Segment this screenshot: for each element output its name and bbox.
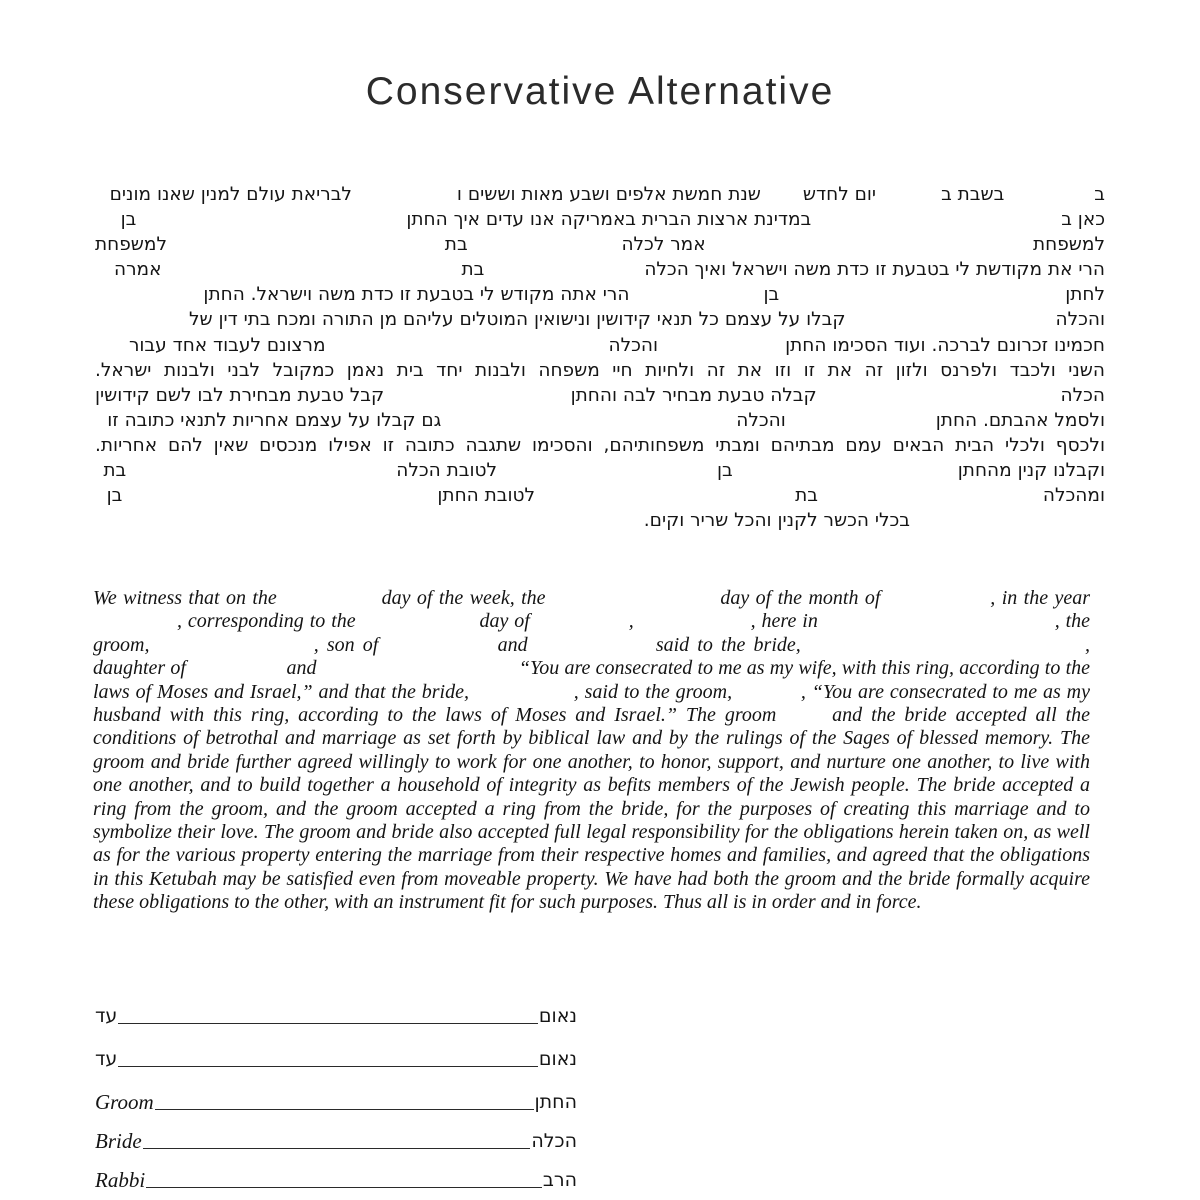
signature-line	[155, 1109, 534, 1110]
hebrew-text-segment: לטובת הכלה	[396, 460, 498, 482]
fill-in-blank	[484, 274, 644, 275]
hebrew-line	[95, 207, 1105, 232]
fill-in-blank	[93, 625, 171, 627]
fill-in-blank	[809, 649, 1077, 651]
signature-line	[118, 1023, 538, 1024]
hebrew-text-segment: בן	[106, 485, 123, 507]
hebrew-line	[95, 383, 1105, 408]
hebrew-text-segment: ולסמל אהבתם. החתן	[935, 409, 1105, 431]
hebrew-text-segment: בת	[444, 234, 468, 256]
hebrew-text-segment: והכלה	[608, 334, 659, 356]
hebrew-line	[95, 483, 1105, 508]
fill-in-blank	[536, 649, 648, 651]
signature-label-right: נאום	[538, 1005, 577, 1027]
hebrew-text-segment: והכלה	[1055, 309, 1105, 331]
fill-in-blank	[475, 696, 568, 698]
fill-in-blank	[362, 625, 474, 627]
fill-in-blank	[811, 224, 1061, 225]
hebrew-line	[95, 307, 1105, 332]
hebrew-text-segment: מרצונם לעבוד אחד עבור	[128, 334, 326, 356]
hebrew-text-segment: לטובת החתן	[437, 485, 536, 507]
hebrew-line	[95, 408, 1105, 433]
signature-line	[143, 1148, 531, 1149]
hebrew-line	[95, 282, 1105, 307]
fill-in-blank	[876, 199, 941, 200]
fill-in-blank	[191, 672, 281, 674]
hebrew-text-segment: הכלה	[1060, 384, 1105, 406]
fill-in-blank	[326, 350, 609, 351]
hebrew-text-segment: בת	[795, 485, 818, 507]
page-title: Conservative Alternative	[365, 70, 835, 113]
signature-label-left: עד	[95, 1005, 118, 1027]
hebrew-text-segment: לחתן	[1065, 284, 1105, 306]
hebrew-text-segment: בת	[461, 259, 485, 281]
fill-in-blank	[283, 602, 375, 604]
hebrew-line	[95, 232, 1105, 257]
signature-label-right: הרב	[542, 1169, 577, 1191]
hebrew-text-segment: והכלה	[736, 409, 786, 431]
fill-in-blank	[818, 500, 1043, 501]
fill-in-blank	[536, 625, 623, 627]
fill-in-blank	[706, 249, 1033, 250]
hebrew-paragraph	[95, 182, 1105, 533]
signature-line	[146, 1187, 542, 1188]
english-paragraph: We witness that on the day of the week, the day of the month of , in the year , corresponding to the day of , , here in , the groom, , son of and said to the bride, , daughter of and “You are consecrated to me as my wife, with this ring, according to the laws of Moses and Israel,” and that the bride, , said to the groom, , “You are consecrated to me as my husband with this ring, according to the laws of Moses and Israel.” The groom and the bride accepted all the conditions of betrothal and marriage as set forth by biblical law and by the rulings of the Sages of blessed memory. The groom and bride further agreed willingly to work for one another, to honor, support, and nurture one another, to live with one another, and to build together a household of integrity as befits members of the Jewish people. The bride accepted a ring from the groom, and the groom accepted a ring from the bride, for the purposes of creating this marriage and to symbolize their love. The groom and bride also accepted full legal responsibility for the obligations herein taken on, as well as for the various property entering the marriage from their respective homes and families, and agreed that the obligations in this Ketubah may be satisfied even from moveable property. We have had both the groom and the bride formally acquire these obligations to the other, with an instrument fit for such purposes. Thus all is in order and in force.	[93, 587, 1091, 914]
hebrew-text-segment: גם קבלו על עצמם אחריות לתנאי כתובה זו	[107, 409, 442, 431]
hebrew-text-segment: בת	[103, 460, 127, 482]
hebrew-text-segment: במדינת ארצות הברית באמריקה אנו עדים איך החתן	[406, 209, 812, 231]
fill-in-blank	[167, 249, 445, 250]
fill-in-blank	[817, 400, 1061, 401]
hebrew-text-segment: שנת חמשת אלפים ושבע מאות וששים ו	[456, 184, 761, 205]
fill-in-blank	[629, 299, 763, 300]
fill-in-blank	[887, 602, 984, 604]
hebrew-text-segment: בכלי הכשר לקנין והכל שריר וקים.	[643, 510, 910, 532]
signature-label-left: עד	[95, 1048, 118, 1070]
fill-in-blank	[322, 672, 514, 674]
fill-in-blank	[786, 425, 936, 426]
hebrew-text-segment: ומהכלה	[1042, 485, 1105, 507]
hebrew-text-segment: קבלה טבעת מבחיר לבה והחתן	[570, 384, 817, 406]
hebrew-text-segment: קבלו על עצמם כל תנאי קידושין ונישואין המוטלים עליהם מן התורה ומכח בתי דין של	[188, 309, 846, 331]
hebrew-text-segment: בן	[717, 460, 733, 482]
signature-label-left: Bride	[95, 1129, 142, 1153]
fill-in-blank	[738, 696, 795, 698]
signature-row-groom	[95, 1087, 577, 1114]
hebrew-line	[95, 458, 1105, 483]
signature-row-bride	[95, 1126, 577, 1153]
fill-in-blank	[910, 525, 1105, 526]
fill-in-blank	[1004, 199, 1094, 200]
fill-in-blank	[126, 475, 396, 476]
fill-in-blank	[552, 602, 714, 604]
fill-in-blank	[785, 719, 823, 721]
fill-in-blank	[386, 649, 489, 651]
hebrew-line	[95, 333, 1105, 358]
fill-in-blank	[161, 274, 461, 275]
hebrew-text-segment: הרי אתה מקודש לי בטבעת זו כדת משה וישראל. החתן	[203, 284, 630, 306]
fill-in-blank	[658, 350, 785, 351]
hebrew-text-segment: יום לחדש	[802, 184, 877, 205]
fill-in-blank	[122, 500, 437, 501]
fill-in-blank	[158, 649, 306, 651]
hebrew-text-segment: בן	[763, 284, 780, 306]
signature-label-left: Groom	[95, 1090, 154, 1114]
fill-in-blank	[352, 199, 457, 200]
hebrew-text-segment: חכמינו זכרונם לברכה. ועוד הסכימו החתן	[785, 334, 1105, 356]
fill-in-blank	[761, 199, 803, 200]
hebrew-text-segment: הרי את מקודשת לי בטבעת זו כדת משה וישראל ואיך הכלה	[644, 259, 1105, 281]
hebrew-text-segment: קבל טבעת מבחירת לבו לשם קידושין	[95, 384, 385, 406]
signature-section	[95, 1001, 577, 1200]
signature-label-right: נאום	[538, 1048, 577, 1070]
hebrew-text-segment: כאן ב	[1061, 209, 1105, 231]
signature-row-witness-1	[95, 1001, 577, 1028]
fill-in-blank	[824, 625, 1049, 627]
fill-in-blank	[468, 249, 622, 250]
fill-in-blank	[497, 475, 717, 476]
fill-in-blank	[845, 324, 1055, 325]
fill-in-blank	[441, 425, 736, 426]
signature-label-left: Rabbi	[95, 1168, 146, 1192]
hebrew-line	[95, 182, 1105, 207]
fill-in-blank	[136, 224, 406, 225]
hebrew-text-segment: אמרה	[113, 259, 162, 281]
hebrew-text-segment: לבריאת עולם למנין שאנו מונים	[109, 184, 352, 205]
hebrew-text-segment: בשבת ב	[941, 184, 1005, 205]
fill-in-blank	[535, 500, 795, 501]
hebrew-text-segment: וקבלנו קנין מהחתן	[957, 460, 1105, 482]
hebrew-line	[95, 508, 1105, 533]
signature-line	[118, 1066, 538, 1067]
hebrew-text-segment: למשפחת	[1033, 234, 1105, 256]
signature-label-right: החתן	[534, 1091, 577, 1113]
fill-in-blank	[733, 475, 958, 476]
hebrew-text-segment: בן	[120, 209, 137, 231]
fill-in-blank	[779, 299, 1065, 300]
hebrew-text-segment: ב	[1094, 184, 1105, 205]
hebrew-line	[95, 257, 1105, 282]
signature-label-right: הכלה	[531, 1130, 577, 1152]
hebrew-text-segment: למשפחת	[95, 234, 167, 256]
fill-in-blank	[384, 400, 571, 401]
hebrew-text-segment: אמר לכלה	[621, 234, 706, 256]
signature-row-rabbi	[95, 1165, 577, 1192]
fill-in-blank	[640, 625, 745, 627]
signature-row-witness-2	[95, 1044, 577, 1071]
hebrew-line: ולכסף ולכלי הבית הבאים עמם מבתיהם ומבתי משפחותיהם, והסכימו שתגבה כתובה זו אפילו מנכסים שאין להם אחריות.	[95, 434, 1105, 456]
hebrew-line: השני ולכבד ולפרנס ולזון זה את זו וזו את זה ולחיות חיי משפחה ולבנות יחד בית נאמן כמקובל לבני ולבנות ישראל.	[95, 359, 1105, 381]
